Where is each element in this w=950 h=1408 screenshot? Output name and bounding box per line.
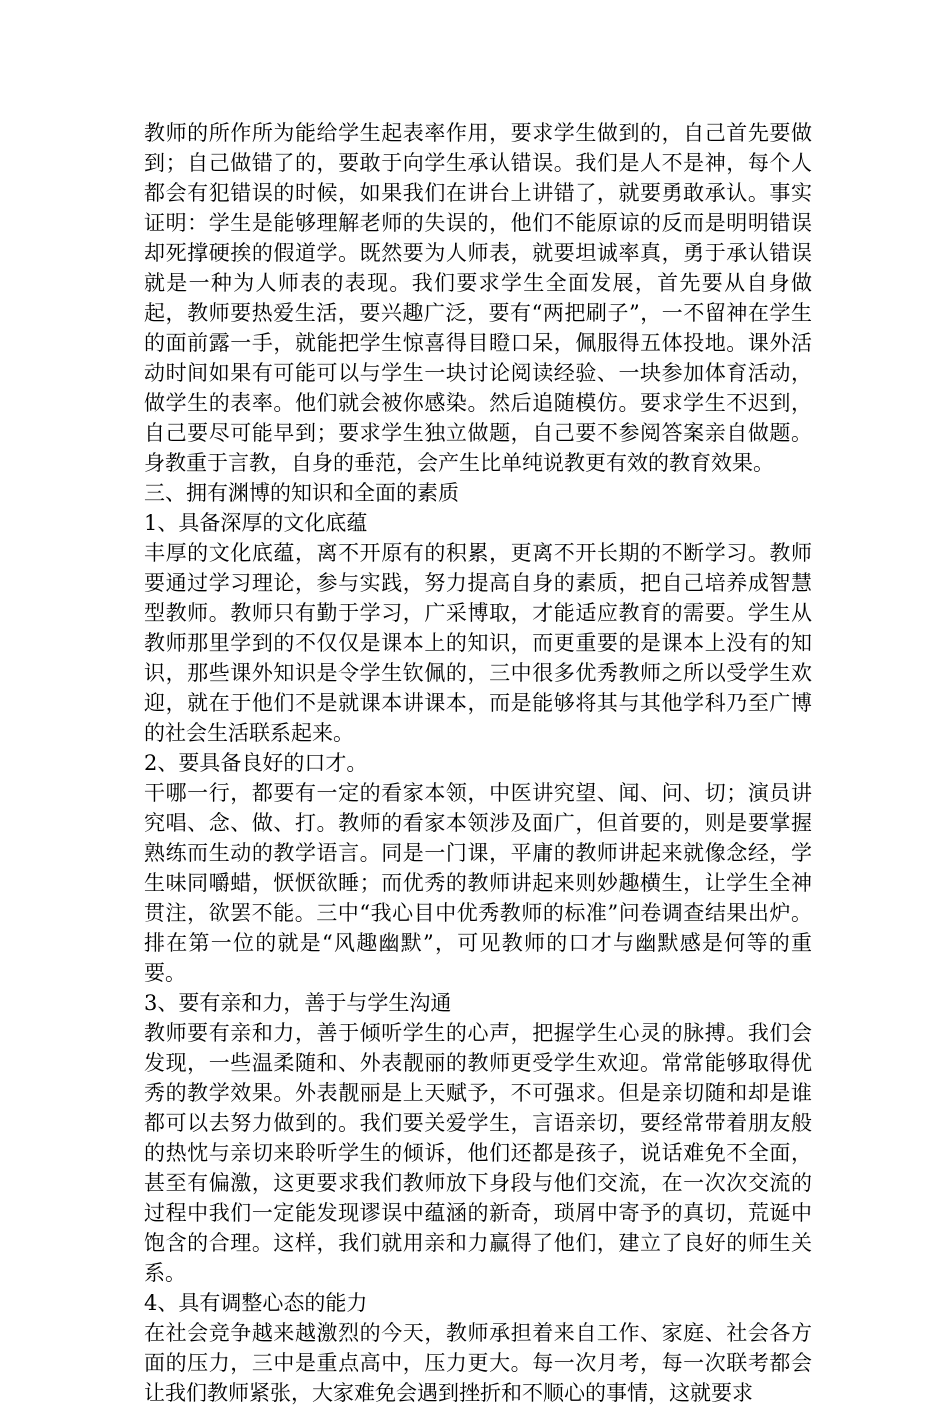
- subheading-affinity: 3、要有亲和力，善于与学生沟通: [144, 991, 452, 1015]
- subheading-mindset: 4、具有调整心态的能力: [144, 1291, 368, 1315]
- subheading-eloquence: 2、要具备良好的口才。: [144, 751, 368, 775]
- paragraph-role-model: 教师的所作所为能给学生起表率作用，要求学生做到的，自己首先要做到；自己做错了的，要敢于向学生承认错误。我们是人不是神，每个人都会有犯错误的时候，如果我们在讲台上讲错了，就要勇敢承认。事实证明：学生是能够理解老师的失误的，他们不能原谅的反而是明明错误却死撑硬挨的假道学。既然要为人师表，就要坦诚率真，勇于承认错误就是一种为人师表的表现。我们要求学生全面发展，首先要从自身做起，教师要热爱生活，要兴趣广泛，要有“两把刷子”，一不留神在学生的面前露一手，就能把学生惊喜得目瞪口呆，佩服得五体投地。课外活动时间如果有可能可以与学生一块讨论阅读经验、一块参加体育活动，做学生的表率。他们就会被你感染。然后追随模仿。要求学生不迟到，自己要尽可能早到；要求学生独立做题，自己要不参阅答案亲自做题。身教重于言教，自身的垂范，会产生比单纯说教更有效的教育效果。: [144, 121, 812, 475]
- paragraph-eloquence: 干哪一行，都要有一定的看家本领，中医讲究望、闻、问、切；演员讲究唱、念、做、打。教师的看家本领涉及面广，但首要的，则是要掌握熟练而生动的教学语言。同是一门课，平庸的教师讲起来就像念经，学生味同嚼蜡，恹恹欲睡；而优秀的教师讲起来则妙趣横生，让学生全神贯注，欲罢不能。三中“我心目中优秀教师的标准”问卷调查结果出炉。排在第一位的就是“风趣幽默”，可见教师的口才与幽默感是何等的重要。: [144, 781, 812, 985]
- paragraph-cultural-foundation: 丰厚的文化底蕴，离不开原有的积累，更离不开长期的不断学习。教师要通过学习理论，参与实践，努力提高自身的素质，把自己培养成智慧型教师。教师只有勤于学习，广采博取，才能适应教育的需要。学生从教师那里学到的不仅仅是课本上的知识，而更重要的是课本上没有的知识，那些课外知识是令学生钦佩的，三中很多优秀教师之所以受学生欢迎，就在于他们不是就课本讲课本，而是能够将其与其他学科乃至广博的社会生活联系起来。: [144, 541, 812, 745]
- paragraph-mindset: 在社会竞争越来越激烈的今天，教师承担着来自工作、家庭、社会各方面的压力，三中是重点高中，压力更大。每一次月考，每一次联考都会让我们教师紧张，大家难免会遇到挫折和不顺心的事情，这就要求: [144, 1321, 812, 1405]
- paragraph-affinity: 教师要有亲和力，善于倾听学生的心声，把握学生心灵的脉搏。我们会发现，一些温柔随和、外表靓丽的教师更受学生欢迎。常常能够取得优秀的教学效果。外表靓丽是上天赋予，不可强求。但是亲切随和却是谁都可以去努力做到的。我们要关爱学生，言语亲切，要经常带着朋友般的热忱与亲切来聆听学生的倾诉，他们还都是孩子，说话难免不全面，甚至有偏激，这更要求我们教师放下身段与他们交流，在一次次交流的过程中我们一定能发现谬误中蕴涵的新奇，琐屑中寄予的真切，荒诞中饱含的合理。这样，我们就用亲和力赢得了他们，建立了良好的师生关系。: [144, 1021, 812, 1285]
- subheading-cultural-foundation: 1、具备深厚的文化底蕴: [144, 511, 368, 535]
- section-heading-knowledge: 三、拥有渊博的知识和全面的素质: [144, 481, 459, 505]
- document-body: [144, 118, 812, 1408]
